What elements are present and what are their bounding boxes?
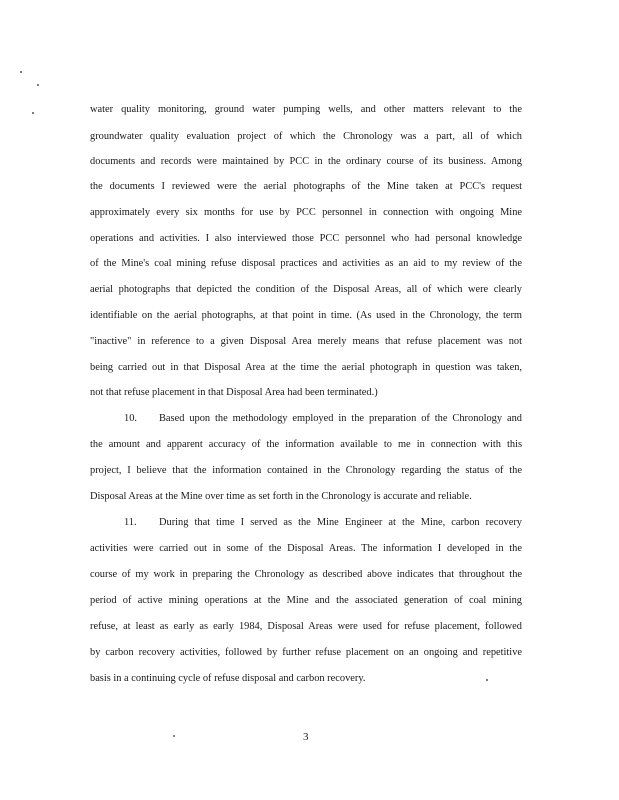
scan-speck bbox=[37, 84, 39, 86]
scan-speck bbox=[173, 735, 175, 737]
paragraph-number: 10. bbox=[124, 413, 137, 424]
body-line: "inactive" in reference to a given Disposal Area merely means that refuse placement was not bbox=[90, 336, 522, 347]
body-line: of the Mine's coal mining refuse disposal practices and activities as an aid to my review of the bbox=[90, 258, 522, 269]
body-line: activities were carried out in some of the Disposal Areas. The information I developed in the bbox=[90, 543, 522, 554]
body-line: the amount and apparent accuracy of the information available to me in connection with this bbox=[90, 439, 522, 450]
body-line: course of my work in preparing the Chronology as described above indicates that throughout the bbox=[90, 569, 522, 580]
body-line: operations and activities. I also interviewed those PCC personnel who had personal knowledge bbox=[90, 233, 522, 244]
body-line: identifiable on the aerial photographs, at that point in time. (As used in the Chronology, the term bbox=[90, 310, 522, 321]
body-line: refuse, at least as early as early 1984, Disposal Areas were used for refuse placement, followed bbox=[90, 621, 522, 632]
body-line: documents and records were maintained by PCC in the ordinary course of its business. Among bbox=[90, 156, 522, 167]
scan-speck bbox=[32, 112, 34, 114]
body-line: project, I believe that the information contained in the Chronology regarding the status of the bbox=[90, 465, 522, 476]
body-line: basis in a continuing cycle of refuse disposal and carbon recovery. bbox=[90, 673, 366, 684]
body-line: water quality monitoring, ground water pumping wells, and other matters relevant to the bbox=[90, 104, 522, 115]
body-line: not that refuse placement in that Disposal Area had been terminated.) bbox=[90, 387, 378, 398]
scan-speck bbox=[20, 71, 22, 73]
body-line: by carbon recovery activities, followed by further refuse placement on an ongoing and repetitive bbox=[90, 647, 522, 658]
body-line: being carried out in that Disposal Area at the time the aerial photograph in question was taken, bbox=[90, 362, 522, 373]
body-line: groundwater quality evaluation project of which the Chronology was a part, all of which bbox=[90, 131, 522, 142]
paragraph-number: 11. bbox=[124, 517, 137, 528]
body-line: During that time I served as the Mine Engineer at the Mine, carbon recovery bbox=[159, 517, 522, 528]
body-line: Based upon the methodology employed in the preparation of the Chronology and bbox=[159, 413, 522, 424]
page-number: 3 bbox=[303, 731, 309, 743]
body-line: period of active mining operations at the Mine and the associated generation of coal mining bbox=[90, 595, 522, 606]
body-line: Disposal Areas at the Mine over time as set forth in the Chronology is accurate and reliable. bbox=[90, 491, 472, 502]
body-line: the documents I reviewed were the aerial photographs of the Mine taken at PCC's request bbox=[90, 181, 522, 192]
body-line: approximately every six months for use by PCC personnel in connection with ongoing Mine bbox=[90, 207, 522, 218]
body-line: aerial photographs that depicted the condition of the Disposal Areas, all of which were clearly bbox=[90, 284, 522, 295]
